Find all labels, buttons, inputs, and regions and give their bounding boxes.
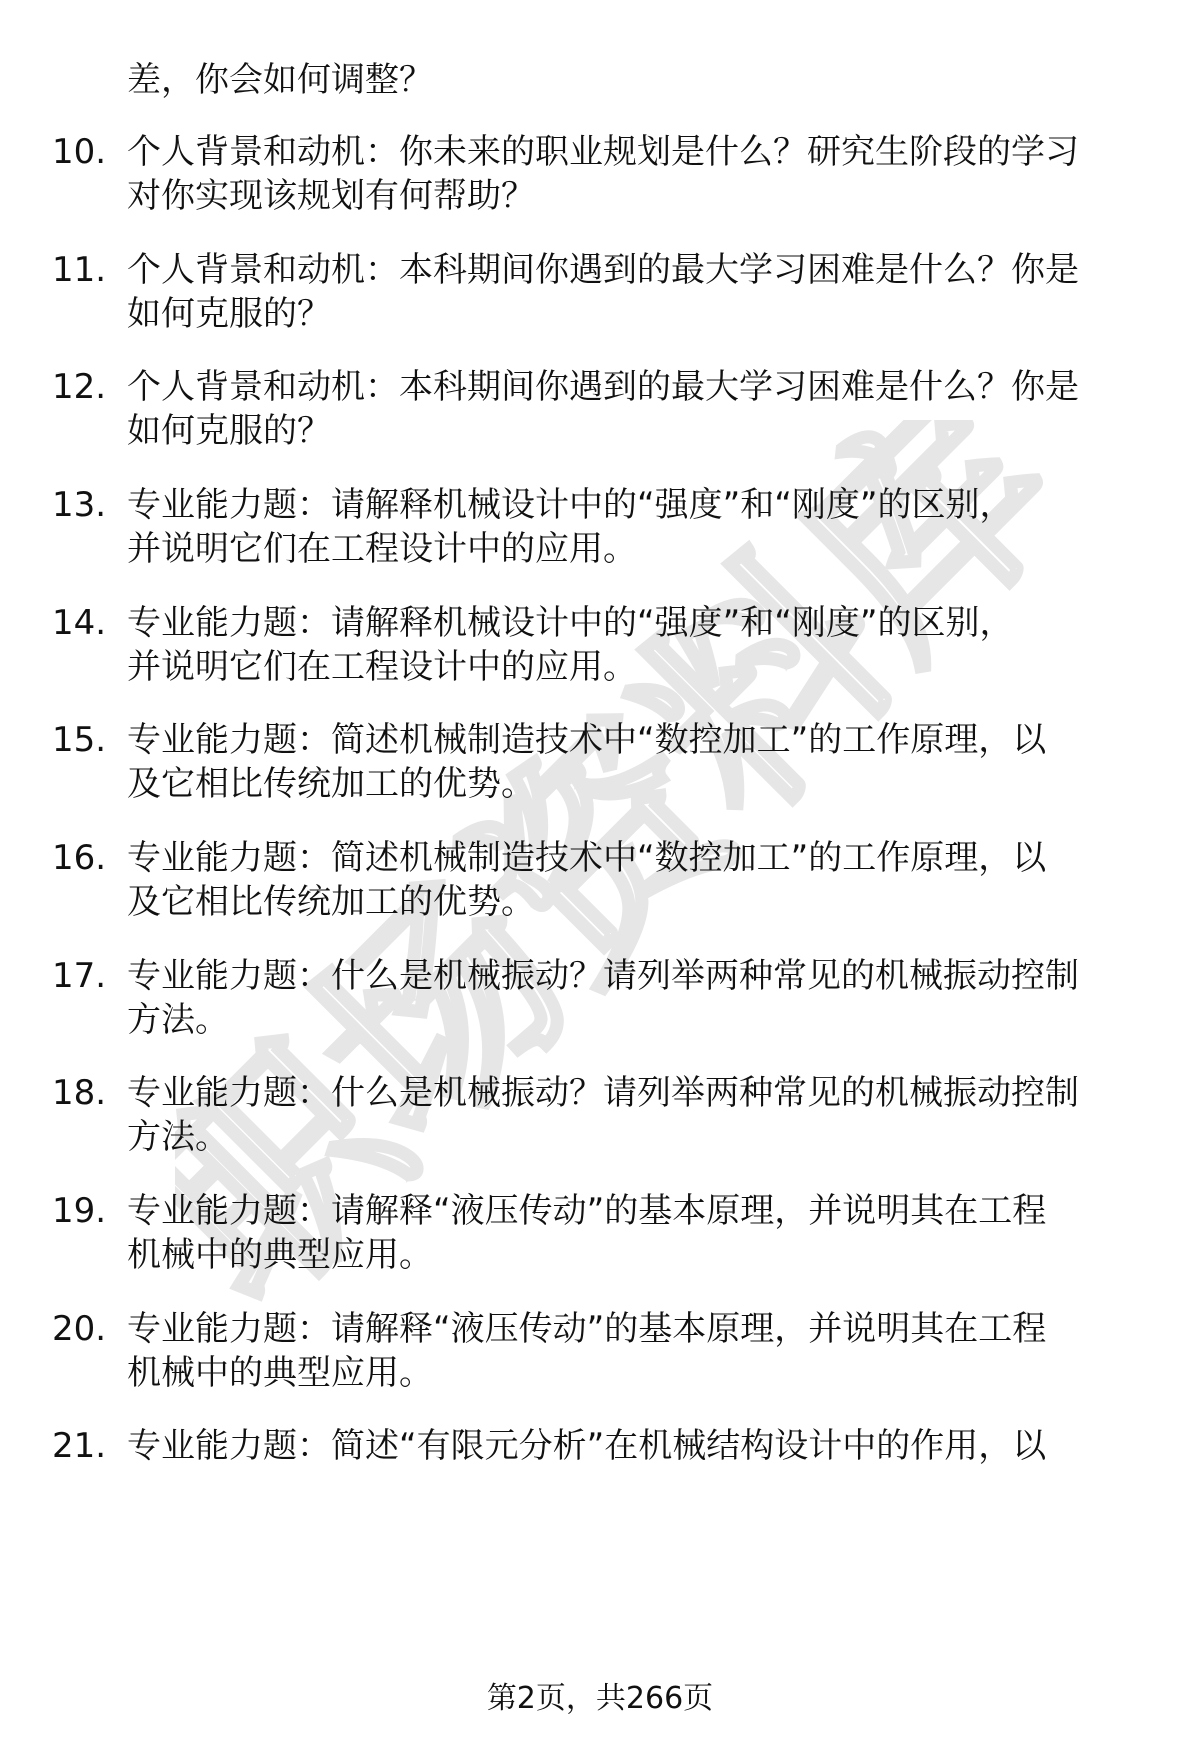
item-line: 机械中的典型应用。	[127, 1353, 433, 1393]
item-line: 并说明它们在工程设计中的应用。	[127, 647, 637, 687]
item-line: 并说明它们在工程设计中的应用。	[127, 529, 637, 569]
item-line: 专业能力题：什么是机械振动？请列举两种常见的机械振动控制	[127, 1073, 1079, 1113]
item-line: 专业能力题：请解释机械设计中的“强度”和“刚度”的区别，	[127, 603, 1014, 643]
item-line: 个人背景和动机：本科期间你遇到的最大学习困难是什么？你是	[127, 367, 1079, 407]
item-line: 专业能力题：请解释机械设计中的“强度”和“刚度”的区别，	[127, 485, 1014, 525]
watermark-text: 职场资料库	[175, 420, 1075, 1320]
item-number: 17.	[52, 956, 107, 996]
item-line: 如何克服的？	[127, 411, 331, 451]
item-line: 专业能力题：什么是机械振动？请列举两种常见的机械振动控制	[127, 956, 1079, 996]
item-number: 16.	[52, 838, 107, 878]
item-line: 机械中的典型应用。	[127, 1235, 433, 1275]
item-line: 个人背景和动机：你未来的职业规划是什么？研究生阶段的学习	[127, 132, 1079, 172]
item-number: 18.	[52, 1073, 107, 1113]
item-number: 14.	[52, 603, 107, 643]
item-line: 专业能力题：请解释“液压传动”的基本原理，并说明其在工程	[127, 1191, 1047, 1231]
item-number: 20.	[52, 1309, 107, 1349]
item-number: 10.	[52, 132, 107, 172]
item-number: 19.	[52, 1191, 107, 1231]
item-number: 11.	[52, 250, 107, 290]
continued-line: 差，你会如何调整？	[127, 60, 433, 100]
item-line: 方法。	[127, 1117, 229, 1157]
page-footer: 第2页，共266页	[486, 1681, 714, 1716]
item-line: 个人背景和动机：本科期间你遇到的最大学习困难是什么？你是	[127, 250, 1079, 290]
item-number: 15.	[52, 720, 107, 760]
item-line: 对你实现该规划有何帮助？	[127, 176, 535, 216]
item-line: 专业能力题：请解释“液压传动”的基本原理，并说明其在工程	[127, 1309, 1047, 1349]
item-number: 13.	[52, 485, 107, 525]
item-line: 及它相比传统加工的优势。	[127, 764, 535, 804]
item-number: 21.	[52, 1426, 107, 1466]
item-line: 及它相比传统加工的优势。	[127, 882, 535, 922]
item-line: 专业能力题：简述“有限元分析”在机械结构设计中的作用，以	[127, 1426, 1047, 1466]
item-line: 方法。	[127, 1000, 229, 1040]
item-number: 12.	[52, 367, 107, 407]
item-line: 如何克服的？	[127, 294, 331, 334]
item-line: 专业能力题：简述机械制造技术中“数控加工”的工作原理，以	[127, 838, 1047, 878]
item-line: 专业能力题：简述机械制造技术中“数控加工”的工作原理，以	[127, 720, 1047, 760]
